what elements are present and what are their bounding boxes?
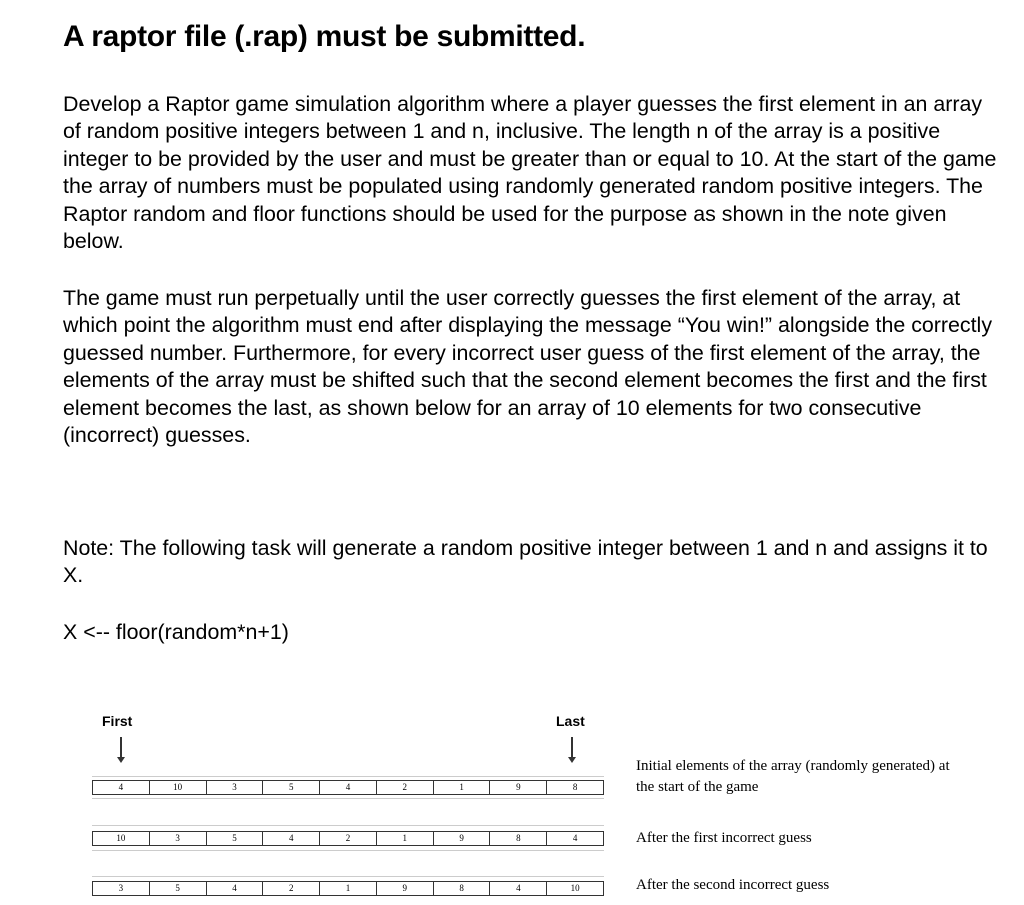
row-guide bbox=[92, 798, 604, 799]
row-guide bbox=[92, 876, 604, 877]
first-label: First bbox=[102, 713, 133, 729]
array-cell: 4 bbox=[263, 832, 320, 845]
page-title: A raptor file (.rap) must be submitted. bbox=[63, 20, 586, 53]
array-cell: 3 bbox=[93, 882, 150, 895]
array-cell: 3 bbox=[150, 832, 207, 845]
note-text: Note: The following task will generate a random positive integer between 1 and n and assigns it to X. bbox=[63, 536, 988, 588]
caption-first-guess: After the first incorrect guess bbox=[636, 830, 812, 846]
array-cell: 9 bbox=[377, 882, 434, 895]
array-cell: 4 bbox=[490, 882, 547, 895]
array-cell: 4 bbox=[320, 781, 377, 794]
array-row-initial bbox=[92, 780, 604, 795]
first-arrow-icon bbox=[120, 737, 122, 761]
array-row-first-guess bbox=[92, 831, 604, 846]
array-cell: 5 bbox=[263, 781, 320, 794]
array-cell: 2 bbox=[263, 882, 320, 895]
array-cell: 5 bbox=[150, 882, 207, 895]
array-cell: 1 bbox=[434, 781, 491, 794]
caption-second-guess: After the second incorrect guess bbox=[636, 877, 830, 893]
caption-initial: Initial elements of the array (randomly generated) at the start of the game bbox=[636, 758, 950, 795]
array-cell: 3 bbox=[207, 781, 264, 794]
formula-text: X <-- floor(random*n+1) bbox=[63, 620, 289, 644]
array-cell: 1 bbox=[320, 882, 377, 895]
array-cell: 8 bbox=[490, 832, 547, 845]
row-guide bbox=[92, 825, 604, 826]
last-arrow-icon bbox=[571, 737, 573, 761]
array-cell: 2 bbox=[377, 781, 434, 794]
last-label: Last bbox=[556, 713, 585, 729]
array-cell: 8 bbox=[434, 882, 491, 895]
array-cell: 5 bbox=[207, 832, 264, 845]
array-cell: 9 bbox=[490, 781, 547, 794]
paragraph-rules: The game must run perpetually until the user correctly guesses the first element of the array, at which point the algorithm must end after displaying the message “You win!” alongside the correctly guessed number. Furthermore, for every incorrect user guess of the first element of the array, the elements of the array must be shifted such that the second element becomes the first and the first element becomes the last, as shown below for an array of 10 elements for two consecutive (incorrect) guesses. bbox=[63, 286, 993, 448]
row-guide bbox=[92, 776, 604, 777]
array-cell: 1 bbox=[377, 832, 434, 845]
paragraph-description: Develop a Raptor game simulation algorithm where a player guesses the first element in an array of random positive integers between 1 and n, inclusive. The length n of the array is a positive integer to be provided by the user and must be greater than or equal to 10. At the start of the game the array of numbers must be populated using randomly generated random positive integers. The Raptor random and floor functions should be used for the purpose as shown in the note given below. bbox=[63, 92, 997, 254]
row-guide bbox=[92, 850, 604, 851]
array-row-second-guess bbox=[92, 881, 604, 896]
array-cell: 9 bbox=[434, 832, 491, 845]
array-cell: 10 bbox=[150, 781, 207, 794]
array-cell: 10 bbox=[570, 883, 580, 893]
array-cell: 10 bbox=[93, 832, 150, 845]
array-cell: 2 bbox=[320, 832, 377, 845]
array-cell: 4 bbox=[93, 781, 150, 794]
array-cell: 4 bbox=[572, 833, 578, 843]
array-cell: 8 bbox=[572, 782, 578, 792]
array-cell: 4 bbox=[207, 882, 264, 895]
